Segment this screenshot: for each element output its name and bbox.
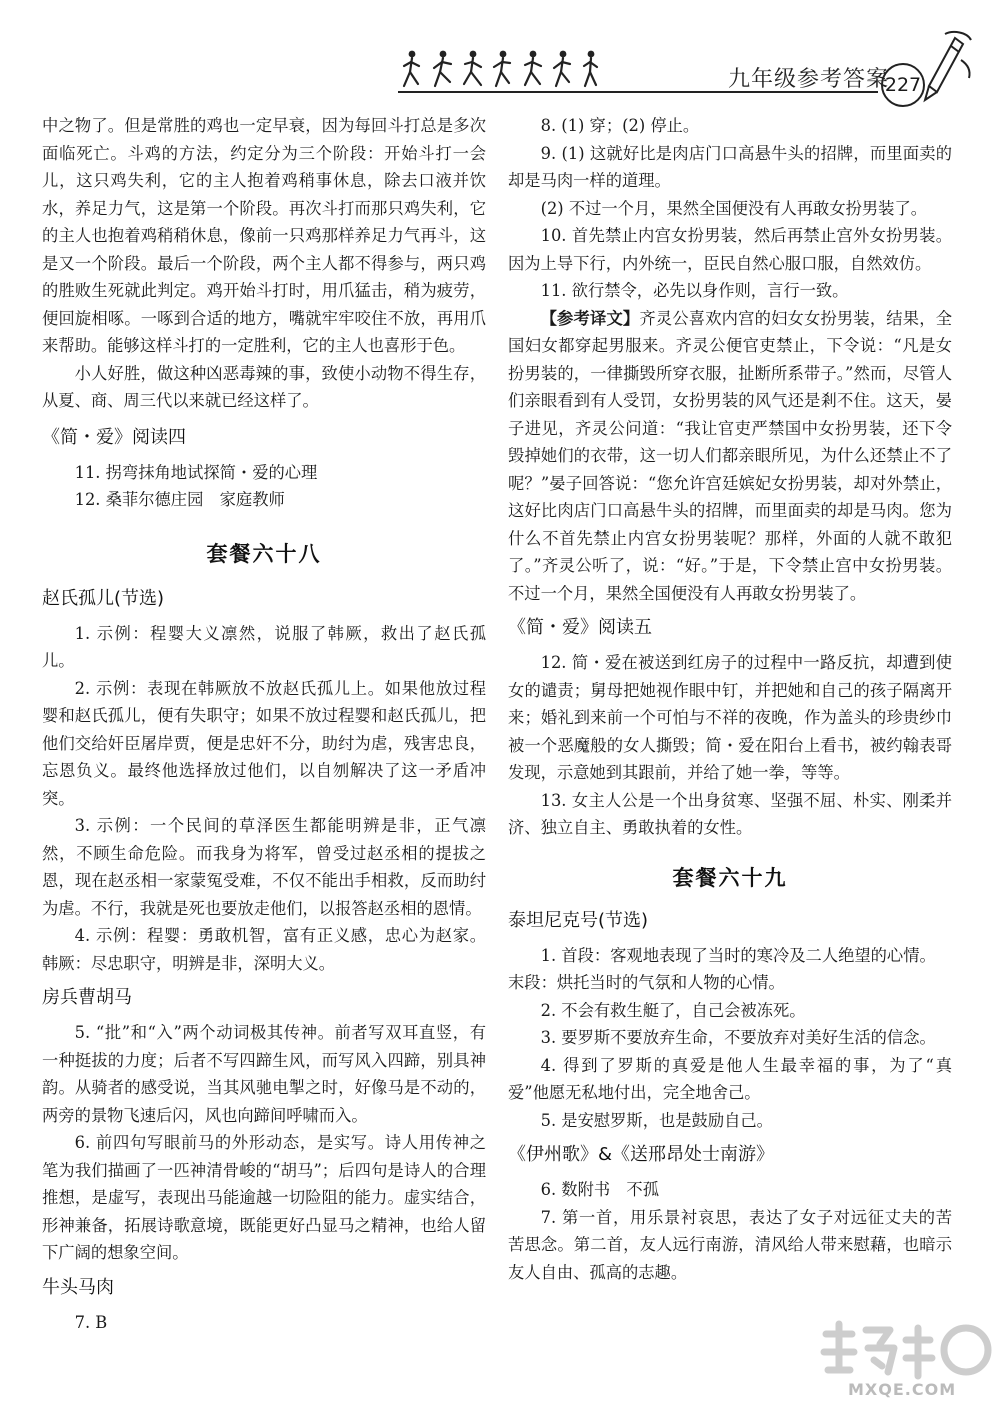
text-paragraph: 小人好胜，做这种凶恶毒辣的事，致使小动物不得生存，从夏、商、周三代以来就已经这样了。 bbox=[42, 363, 486, 410]
set-title: 套餐六十九 bbox=[672, 864, 788, 890]
answer-item: 5. “批”和“入”两个动词极其传神。前者写双耳直竖，有一种挺拔的力度；后者不写四蹄生风，而写风入四蹄，别具神韵。从骑者的感受说，当其风驰电掣之时，好像马是不动的，两旁的景物飞速后闪，风也向蹄间呼啸而入。 bbox=[42, 1023, 486, 1125]
answer-item: 3. 示例：一个民间的草泽医生都能明辨是非，正气凛然，不顾生命危险。而我身为将军，曾受过赵丞相的提拔之恩，现在赵丞相一家蒙冤受难，不仅不能出手相救，反而助纣为虐。不行，我就是死也要放走他们，以报答赵丞相的恩情。 bbox=[42, 816, 486, 918]
section-title: 赵氏孤儿(节选) bbox=[42, 587, 165, 609]
reference-translation bbox=[508, 305, 952, 608]
answer-item: 1. 示例：程婴大义凛然，说服了韩厥，救出了赵氏孤儿。 bbox=[42, 623, 486, 670]
right-column bbox=[508, 112, 952, 1286]
section-title: 泰坦尼克号(节选) bbox=[508, 909, 649, 931]
page-header bbox=[0, 0, 1000, 110]
section-title: 《伊州歌》&《送邢昂处士南游》 bbox=[508, 1144, 775, 1165]
answer-item: 5. 是安慰罗斯，也是鼓励自己。 bbox=[540, 1110, 773, 1130]
section-title: 《简・爱》阅读四 bbox=[42, 426, 186, 448]
answer-item: 4. 示例：程婴：勇敢机智，富有正义感，忠心为赵家。韩厥：尽忠职守，明辨是非，深明大义。 bbox=[42, 926, 486, 973]
answer-item: 7. B bbox=[74, 1312, 108, 1332]
answer-item: (2) 不过一个月，果然全国便没有人再敢女扮男装了。 bbox=[540, 198, 928, 218]
answer-item: 9. (1) 这就好比是肉店门口高悬牛头的招牌，而里面卖的却是马肉一样的道理。 bbox=[508, 143, 952, 190]
answer-item: 11. 拐弯抹角地试探简・爱的心理 bbox=[74, 462, 318, 482]
translation-text: 齐灵公喜欢内宫的妇女女扮男装，结果，全国妇女都穿起男服来。齐灵公便官吏禁止，下令说：“凡是女扮男装的，一律撕毁所穿衣服，扯断所系带子。”然而，尽管人们亲眼看到有人受罚，女扮男装的风气还是剎不住。这天，晏子进见，齐灵公问道：“我让官吏严禁国中女扮男装，还下令毁掉她们的衣带，这一切人们都亲眼所见，为什么还禁止不了呢？”晏子回答说：“您允许宫廷嫔妃女扮男装，却对外禁止，这好比肉店门口高悬牛头的招牌，而里面卖的却是马肉。您为什么不首先禁止内宫女扮男装呢？那样，外面的人就不敢犯了。”齐灵公听了，说：“好。”于是，下令禁止宫中女扮男装。不过一个月，果然全国便没有人再敢女扮男装了。 bbox=[508, 308, 952, 603]
answer-item: 3. 要罗斯不要放弃生命，不要放弃对美好生活的信念。 bbox=[540, 1028, 936, 1047]
page-number: 227 bbox=[881, 63, 925, 107]
answer-item: 13. 女主人公是一个出身贫寒、坚强不屈、朴实、刚柔并济、独立自主、勇敢执着的女性。 bbox=[508, 790, 952, 837]
translation-label: 【参考译文】 bbox=[540, 308, 640, 328]
left-column bbox=[42, 112, 486, 1336]
section-title: 房兵曹胡马 bbox=[42, 987, 132, 1008]
running-figures-icon bbox=[398, 48, 608, 90]
text-paragraph: 中之物了。但是常胜的鸡也一定早衰，因为每回斗打总是多次面临死亡。斗鸡的方法，约定分为三个阶段：开始斗打一会儿，这只鸡失利，它的主人抱着鸡稍事休息，除去口液并饮水，养足力气，这是第一个阶段。再次斗打而那只鸡失利，它的主人也抱着鸡稍稍休息，像前一只鸡那样养足力气再斗，这是又一个阶段。最后一个阶段，两个主人都不得参与，两只鸡的胜败生死就此判定。鸡开始斗打时，用爪猛击，稍为疲劳，便回旋相啄。一啄到合适的地方，嘴就牢牢咬住不放，再用爪来帮助。能够这样斗打的一定胜利，它的主人也喜形于色。 bbox=[42, 116, 486, 355]
answer-item: 末段：烘托当时的气氛和人物的心情。 bbox=[508, 973, 785, 992]
answer-item: 2. 示例：表现在韩厥放不放赵氏孤儿上。如果他放过程婴和赵氏孤儿，便有失职守；如果不放过程婴和赵氏孤儿，把他们交给奸臣屠岸贾，便是忠奸不分，助纣为虐，残害忠良，忘恩负义。最终他选择放过他们，以自刎解决了这一矛盾冲突。 bbox=[42, 678, 486, 808]
answer-item: 1. 首段：客观地表现了当时的寒冷及二人绝望的心情。 bbox=[540, 945, 936, 965]
answer-item: 7. 第一首，用乐景衬哀思，表达了女子对远征丈夫的苦苦思念。第二首，友人远行南游，清风给人带来慰藉，也暗示友人自由、孤高的志趣。 bbox=[508, 1207, 952, 1282]
section-title: 《简・爱》阅读五 bbox=[508, 617, 652, 638]
answer-item: 11. 欲行禁令，必先以身作则，言行一致。 bbox=[540, 281, 849, 300]
set-title: 套餐六十八 bbox=[206, 540, 322, 566]
answer-item: 12. 桑菲尔德庄园 家庭教师 bbox=[74, 490, 285, 509]
answer-item: 4. 得到了罗斯的真爱是他人生最幸福的事，为了“真爱”他愿无私地付出，完全地舍己。 bbox=[508, 1055, 952, 1102]
answer-item: 10. 首先禁止内宫女扮男装，然后再禁止宫外女扮男装。因为上导下行，内外统一，臣民自然心服口服，自然效仿。 bbox=[508, 226, 952, 273]
section-title: 牛头马肉 bbox=[42, 1276, 114, 1298]
header-title: 九年级参考答案 bbox=[728, 67, 890, 92]
answer-item: 2. 不会有救生艇了，自己会被冻死。 bbox=[540, 1000, 806, 1020]
answer-item: 6. 数附书 不孤 bbox=[540, 1180, 659, 1199]
watermark-url: MXQE.COM bbox=[848, 1380, 957, 1399]
pen-icon bbox=[915, 30, 975, 110]
answer-item: 8. (1) 穿；(2) 停止。 bbox=[540, 116, 700, 135]
answer-item: 12. 简・爱在被送到红房子的过程中一路反抗，却遭到使女的谴责；舅母把她视作眼中钉，并把她和自己的孩子隔离开来；婚礼到来前一个可怕与不祥的夜晚，作为盖头的珍贵纱巾被一个恶魔般的女人撕毁；简・爱在阳台上看书，被约翰表哥发现，示意她到其跟前，并给了她一拳，等等。 bbox=[508, 653, 952, 782]
answer-item: 6. 前四句写眼前马的外形动态，是实写。诗人用传神之笔为我们描画了一匹神清骨峻的“胡马”；后四句是诗人的合理推想，是虚写，表现出马能逾越一切险阻的能力。虚实结合，形神兼备，拓展诗歌意境，既能更好凸显马之精神，也给人留下广阔的想象空间。 bbox=[42, 1133, 486, 1262]
